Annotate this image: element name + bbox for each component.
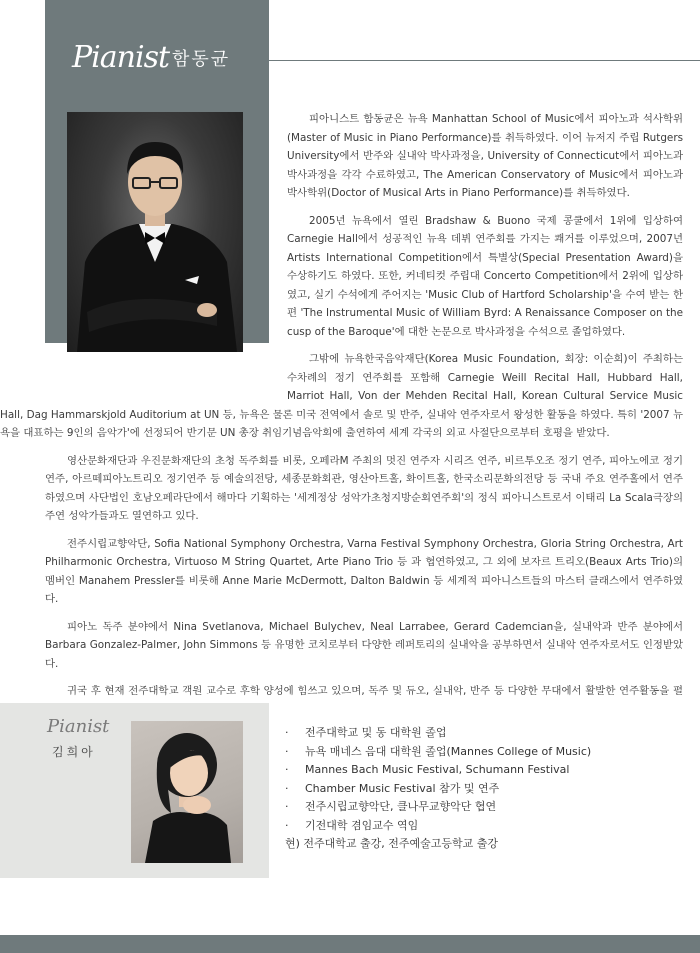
career-item	[285, 743, 591, 762]
career-item-text: Chamber Music Festival 참가 및 연주	[305, 781, 500, 795]
pianist-script-label: Pianist	[72, 40, 170, 75]
career-item-text: 전주대학교 및 동 대학원 졸업	[305, 726, 447, 739]
career-item-text: Mannes Bach Music Festival, Schumann Festival	[305, 763, 570, 776]
career-item-text: 전주시립교향악단, 클나무교향악단 협연	[305, 800, 497, 813]
second-pianist-name: 김희아	[52, 745, 96, 759]
footer-bar	[0, 935, 700, 953]
bio-paragraph: 귀국 후 현재 전주대학교 객원 교수로 후학 양성에 힘쓰고 있으며, 독주 및 듀오, 실내악, 반주 등 다양한 무대에서 활발한 연주활동을 펼	[67, 685, 683, 697]
biography-text	[0, 110, 700, 697]
bio-paragraph: 피아노 독주 분야에서 Nina Svetlanova, Michael Bulychev, Neal Larrabee, Gerard Cademcian을, 실내악과 반주 분야에서 Barbara Gonzalez-Palmer, John Simmons 등 유명한 코치로부터 다양한 레퍼토리의 실내악을 공부하면서 실내악 연주자로서도 인정받았다.	[45, 620, 683, 670]
photo-spacer	[0, 110, 287, 398]
career-item-text: 뉴욕 매네스 음대 대학원 졸업(Mannes College of Music)	[305, 744, 592, 758]
bullet-icon: ·	[285, 763, 289, 776]
career-item	[285, 724, 591, 743]
bullet-icon: ·	[285, 744, 289, 758]
career-item	[285, 780, 591, 799]
career-item-text: 기전대학 겸임교수 역임	[305, 818, 419, 832]
title-rule	[242, 60, 700, 61]
career-current: 현) 전주대학교 출강, 전주예술고등학교 출강	[285, 837, 499, 850]
second-pianist-script-label: Pianist	[47, 716, 110, 737]
bio-paragraph: 전주시립교향악단, Sofia National Symphony Orchestra, Varna Festival Symphony Orchestra, Gloria String Orchestra, Art Philharmonic Orchestra, Virtuoso M String Quartet, Arte Piano Trio 등 과 협연하였고, 그 외에 보자르 트리오(Beaux Arts Trio)의 멤버인 Manahem Pressler를 비롯해 Anne Marie McDermott, Dalton Baldwin 등 세계적 피아니스트들의 마스터 클래스에서 연주하였다.	[45, 537, 683, 605]
bio-paragraph: 그밖에 뉴욕한국음악재단(Korea Music Foundation, 회장: 이순희)이 주최하는 수차례의 정기 연주회를 포함해 Carnegie Weill Recital Hall, Hubbard Hall, Marriot Hall, Von der Mehden Recital Hall, Korean Cultural Service Music Hall, Dag Hammarskjold Auditorium at UN 등, 뉴욕은 물론 미국 전역에서 솔로 및 반주, 실내악 연주자로서 왕성한 활동을 하였다. 특히 '2007 뉴욕을 대표하는 9인의 음악가'에 선정되어 반기문 UN 총장 취임기념음악회에 출연하여 세계 각국의 외교 사절단으로부터 호평을 받았다.	[0, 353, 683, 439]
career-item	[285, 817, 591, 836]
bullet-icon: ·	[285, 726, 289, 739]
career-item	[285, 798, 591, 817]
career-list	[285, 724, 591, 854]
second-pianist-photo	[131, 721, 243, 863]
bullet-icon: ·	[285, 781, 289, 795]
bullet-icon: ·	[285, 800, 289, 813]
bio-paragraph: 2005년 뉴욕에서 열린 Bradshaw & Buono 국제 콩쿨에서 1위에 입상하여 Carnegie Hall에서 성공적인 뉴욕 데뷔 연주회를 가지는 쾌거를 이루었으며, 2007년 Artists International Competition에서 특별상(Special Presentation Award)을 수상하기도 하였다. 또한, 커네티컷 주립대 Concerto Competition에서 2위에 입상하였고, 실기 수석에게 주어지는 'Music Club of Hartford Scholarship'을 수여 받는 한편 'The Instrumental Music of William Byrd: A Renaissance Composer on the cusp of the Baroque'에 대한 논문으로 박사과정을 수석으로 졸업하였다.	[287, 214, 683, 338]
bullet-icon: ·	[285, 818, 289, 832]
bio-paragraph: 영산문화재단과 우진문화재단의 초청 독주회를 비롯, 오페라M 주최의 멋진 연주자 시리즈 연주, 비르투오조 정기 연주, 피아노에코 정기연주, 아르떼피아노트리오 정기연주 등 예술의전당, 세종문화회관, 영산아트홀, 화이트홀, 한국소리문화의전당 등 국내 주요 연주홀에서 연주하였으며 사단법인 호남오페라단에서 해마다 기획하는 '세계정상 성악가초청지방순회연주회'의 정식 피아니스트로서 이태리 La Scala극장의 주연 성악가들과도 열연하고 있다.	[45, 454, 683, 522]
bio-paragraph: 피아니스트 함동균은 뉴욕 Manhattan School of Music에서 피아노과 석사학위(Master of Music in Piano Performance)를 취득하였다. 이어 뉴저지 주립 Rutgers University에서 반주와 실내악 박사과정을, University of Connecticut에서 피아노과 박사과정을 각각 수료하였고, The American Conservatory of Music에서 피아노과 박사학위(Doctor of Musical Arts in Piano Performance)를 취득하였다.	[287, 113, 683, 199]
second-pianist-photo-illustration	[131, 721, 243, 863]
pianist-name: 함동균	[172, 49, 231, 70]
career-item	[285, 761, 591, 780]
